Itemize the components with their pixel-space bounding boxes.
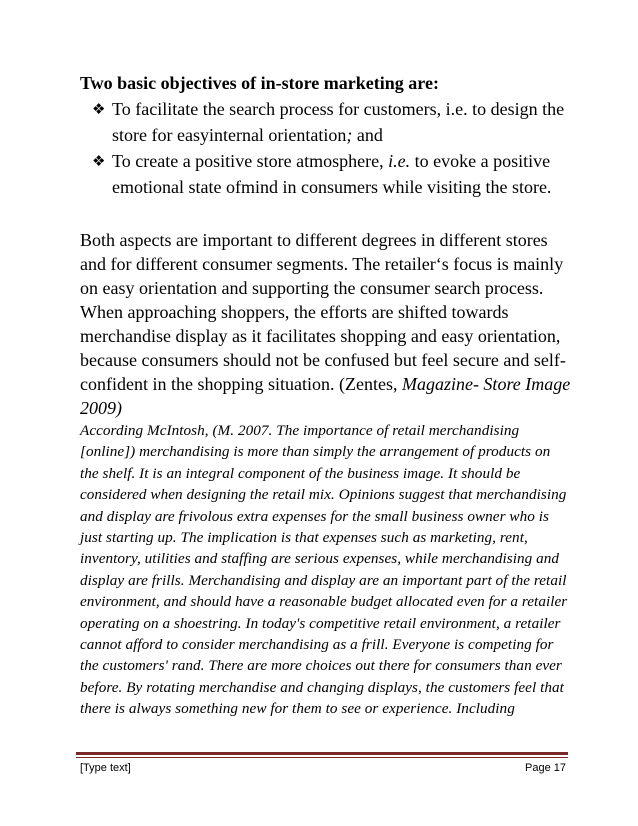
bullet-text-end: to evoke a positive emotional state ofmind in consumers while visiting the store. [112, 151, 552, 197]
page-number: Page 17 [525, 762, 566, 774]
paragraph-text: Both aspects are important to different degrees in different stores and for different consumer segments. The retailer‘s focus is mainly on easy orientation and supporting the consumer search process. When approaching shoppers, the efforts are shifted towards merchandise display as it facilitates shopping and easy orientation, because consumers should not be confused but feel secure and self-confident in the shopping situation. (Zentes, [80, 230, 566, 394]
footer-rule-thick [76, 752, 568, 755]
citation-italic: Magazine- Store Image 2009) [80, 374, 571, 418]
diamond-bullet-icon: ❖ [92, 152, 106, 170]
footer-placeholder-text: [Type text] [80, 762, 131, 774]
bullet-text-end: and [352, 125, 383, 145]
footer-rule-thin [76, 757, 568, 758]
section-heading: Two basic objectives of in-store marketing are: [80, 73, 439, 93]
bullet-text: To create a positive store atmosphere, [112, 151, 389, 171]
diamond-bullet-icon: ❖ [92, 100, 106, 118]
objectives-list [92, 96, 572, 200]
list-item [92, 148, 572, 200]
quoted-paragraph: According McIntosh, (M. 2007. The importance of retail merchandising [online]) merchandising is more than simply the arrangement of products on the shelf. It is an integral component of the business image. It should be considered when designing the retail mix. Opinions suggest that merchandising and display are frivolous extra expenses for the small business owner who is just starting up. The implication is that expenses such as marketing, rent, inventory, utilities and staffing are serious expenses, while merchandising and display are frills. Merchandising and display are an important part of the retail environment, and should have a reasonable budget allocated even for a retailer operating on a shoestring. In today's competitive retail environment, a retailer cannot afford to consider merchandising as a frill. Everyone is competing for the customers' rand. There are more choices out there for consumers than ever before. By rotating merchandise and changing displays, the customers feel that there is always something new for them to see or experience. Including [80, 422, 568, 718]
bullet-text: To facilitate the search process for customers, i.e. to design the store for easyinternal orientation [112, 99, 565, 145]
body-paragraph [80, 228, 572, 420]
bullet-text-italic: ; [346, 125, 353, 145]
list-item [92, 96, 572, 148]
bullet-text-italic: i.e. [388, 151, 411, 171]
